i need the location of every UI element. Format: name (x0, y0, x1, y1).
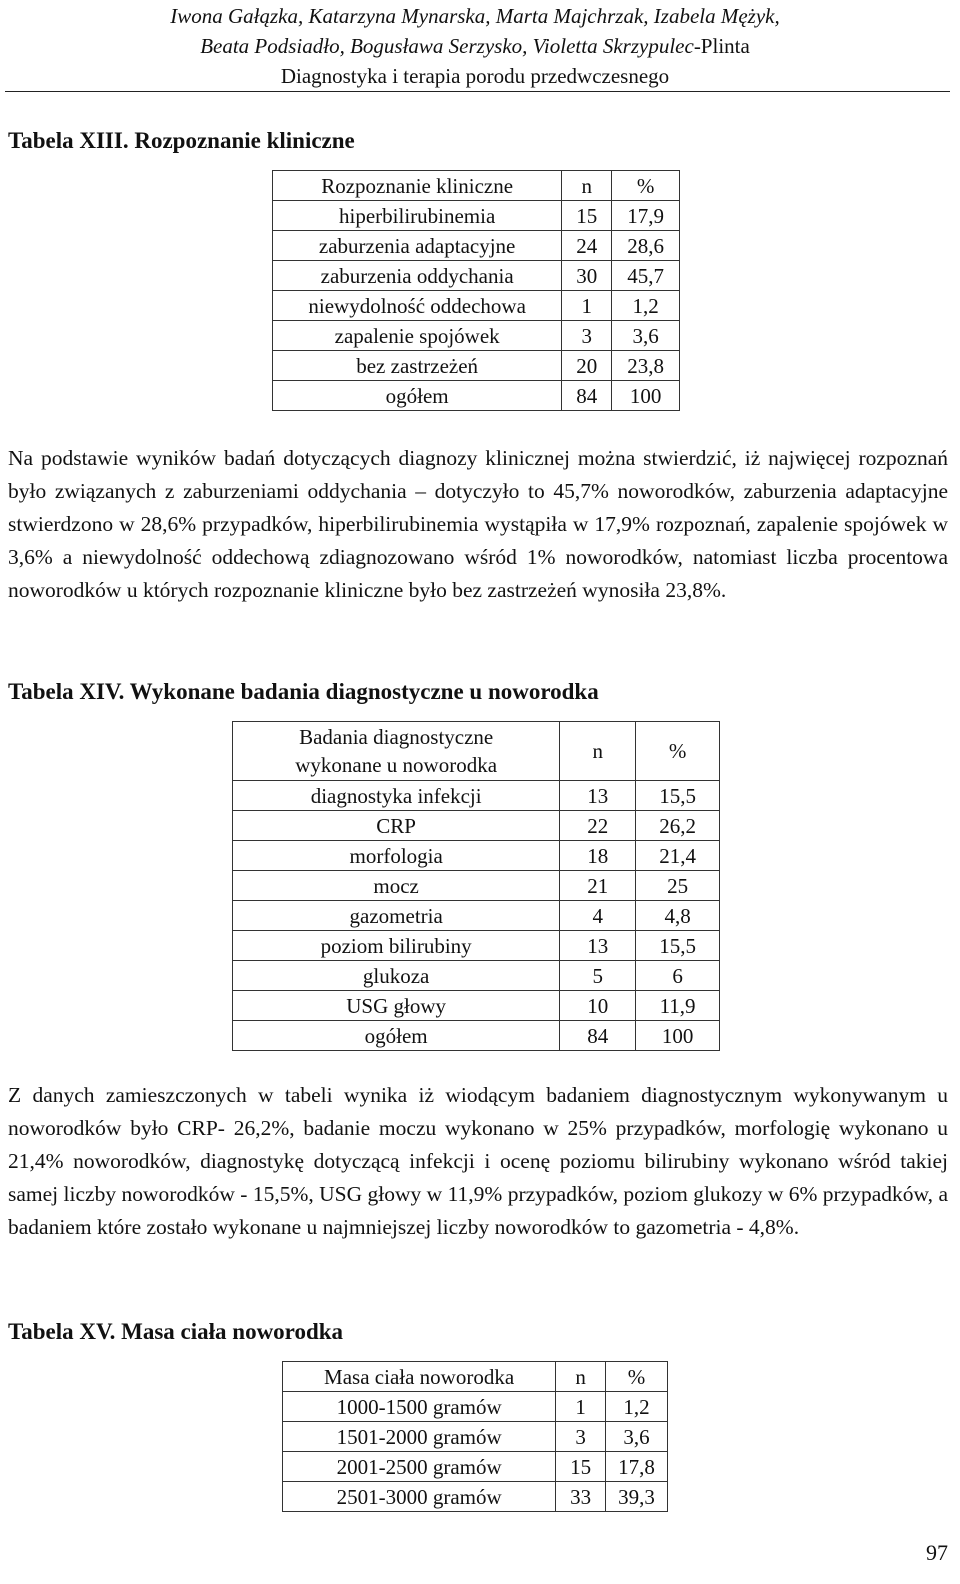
table-cell: ogółem (273, 381, 562, 411)
table-cell: 84 (562, 381, 612, 411)
table-cell: 30 (562, 261, 612, 291)
table-cell: 1501-2000 gramów (283, 1422, 556, 1452)
table-cell: 3,6 (612, 321, 680, 351)
table-cell: 2001-2500 gramów (283, 1452, 556, 1482)
table-cell: 28,6 (612, 231, 680, 261)
table-cell: zaburzenia adaptacyjne (273, 231, 562, 261)
table-cell: 1000-1500 gramów (283, 1392, 556, 1422)
table-cell: 20 (562, 351, 612, 381)
header-authors-line-1: Iwona Gałązka, Katarzyna Mynarska, Marta Majchrzak, Izabela Mężyk, (170, 4, 780, 28)
table-row (233, 811, 720, 841)
table-cell: 3 (556, 1422, 606, 1452)
table-cell: 45,7 (612, 261, 680, 291)
table-cell: bez zastrzeżeń (273, 351, 562, 381)
table-cell: 39,3 (606, 1482, 668, 1512)
table-cell: hiperbilirubinemia (273, 201, 562, 231)
table-cell: 4,8 (636, 901, 720, 931)
table-row (233, 871, 720, 901)
table-cell: 6 (636, 961, 720, 991)
table-cell: 11,9 (636, 991, 720, 1021)
header-cell: % (612, 171, 680, 201)
header-cell: n (562, 171, 612, 201)
table-cell: zaburzenia oddychania (273, 261, 562, 291)
table-row (233, 961, 720, 991)
table-row (273, 321, 680, 351)
table-cell: 17,8 (606, 1452, 668, 1482)
table-cell: 21 (560, 871, 636, 901)
header-cell-line: Badania diagnostyczne (299, 725, 494, 749)
table-14 (232, 721, 720, 1051)
table-cell: gazometria (233, 901, 560, 931)
table-cell: 5 (560, 961, 636, 991)
table-header-row (233, 722, 720, 781)
table-cell: 15 (556, 1452, 606, 1482)
table-cell: 1,2 (612, 291, 680, 321)
header-divider (5, 91, 950, 92)
table-cell: 10 (560, 991, 636, 1021)
table-cell: 13 (560, 781, 636, 811)
table-15-caption: Tabela XV. Masa ciała noworodka (8, 1319, 344, 1344)
table-row (273, 291, 680, 321)
table-cell: 23,8 (612, 351, 680, 381)
table-cell: 15,5 (636, 931, 720, 961)
header-title: Diagnostyka i terapia porodu przedwczesnego (280, 64, 670, 88)
table-cell: USG głowy (233, 991, 560, 1021)
table-cell: 1,2 (606, 1392, 668, 1422)
table-cell: 15 (562, 201, 612, 231)
table-13 (272, 170, 680, 411)
table-row (273, 261, 680, 291)
table-13-caption: Tabela XIII. Rozpoznanie kliniczne (8, 128, 355, 153)
running-header (0, 0, 950, 91)
table-cell: 21,4 (636, 841, 720, 871)
table-row (233, 931, 720, 961)
table-cell: 100 (612, 381, 680, 411)
table-cell: 18 (560, 841, 636, 871)
paragraph-1: Na podstawie wyników badań dotyczących diagnozy klinicznej można stwierdzić, iż najwięcej rozpoznań było związanych z zaburzeniami oddychania – dotyczyło to 45,7% noworodków, zaburzenia adaptacyjne stwierdzono w 28,6% przypadków, hiperbilirubinemia wystąpiła w 17,9% rozpoznań, zapalenie spojówek w 3,6% a niewydolność oddechową zdiagnozowano wśród 1% noworodków, natomiast liczba procentowa noworodków u których rozpoznanie kliniczne było bez zastrzeżeń wynosiła 23,8%. (8, 446, 948, 602)
table-cell: 24 (562, 231, 612, 261)
table-cell: diagnostyka infekcji (233, 781, 560, 811)
table-cell: poziom bilirubiny (233, 931, 560, 961)
header-cell: % (606, 1362, 668, 1392)
header-cell: % (636, 722, 720, 781)
table-row (233, 841, 720, 871)
table-cell: 1 (562, 291, 612, 321)
header-cell: n (556, 1362, 606, 1392)
table-row (233, 901, 720, 931)
table-row (233, 781, 720, 811)
table-cell: 13 (560, 931, 636, 961)
table-cell: 100 (636, 1021, 720, 1051)
table-row (283, 1422, 668, 1452)
table-cell: niewydolność oddechowa (273, 291, 562, 321)
header-authors-names: Beata Podsiadło, Bogusława Serzysko, Violetta Skrzypulec (200, 34, 694, 58)
table-cell: 84 (560, 1021, 636, 1051)
table-cell: 25 (636, 871, 720, 901)
header-cell-line: wykonane u noworodka (295, 753, 498, 777)
table-15 (282, 1361, 668, 1512)
table-row (273, 231, 680, 261)
table-cell: 17,9 (612, 201, 680, 231)
table-cell: mocz (233, 871, 560, 901)
table-row (233, 1021, 720, 1051)
table-cell: 26,2 (636, 811, 720, 841)
table-header-row (273, 171, 680, 201)
header-authors-line-2 (0, 31, 950, 61)
table-cell: 22 (560, 811, 636, 841)
header-cell: Masa ciała noworodka (283, 1362, 556, 1392)
table-row (283, 1482, 668, 1512)
table-14-caption: Tabela XIV. Wykonane badania diagnostyczne u noworodka (8, 679, 599, 704)
table-cell: 1 (556, 1392, 606, 1422)
table-row (273, 201, 680, 231)
header-authors-suffix: -Plinta (693, 34, 750, 58)
table-row (233, 991, 720, 1021)
table-row (273, 351, 680, 381)
table-cell: 4 (560, 901, 636, 931)
table-row (273, 381, 680, 411)
table-cell: zapalenie spojówek (273, 321, 562, 351)
table-cell: 33 (556, 1482, 606, 1512)
table-cell: CRP (233, 811, 560, 841)
table-cell: 3 (562, 321, 612, 351)
table-cell: glukoza (233, 961, 560, 991)
page-number: 97 (926, 1540, 948, 1565)
table-cell: 2501-3000 gramów (283, 1482, 556, 1512)
table-cell: morfologia (233, 841, 560, 871)
paragraph-2: Z danych zamieszczonych w tabeli wynika iż wiodącym badaniem diagnostycznym wykonywanym u noworodków było CRP- 26,2%, badanie moczu wykonano w 25% przypadków, morfologię wykonano u 21,4% noworodków, diagnostykę dotyczącą infekcji i ocenę poziomu bilirubiny wykonano wśród takiej samej liczby noworodków - 15,5%, USG głowy w 11,9% przypadków, poziom glukozy w 6% przypadków, a badaniem które zostało wykonane u najmniejszej liczby noworodków to gazometria - 4,8%. (8, 1083, 948, 1239)
header-cell (233, 722, 560, 781)
table-row (283, 1452, 668, 1482)
header-cell: Rozpoznanie kliniczne (273, 171, 562, 201)
table-cell: 15,5 (636, 781, 720, 811)
table-cell: ogółem (233, 1021, 560, 1051)
table-row (283, 1392, 668, 1422)
table-cell: 3,6 (606, 1422, 668, 1452)
table-header-row (283, 1362, 668, 1392)
header-cell: n (560, 722, 636, 781)
